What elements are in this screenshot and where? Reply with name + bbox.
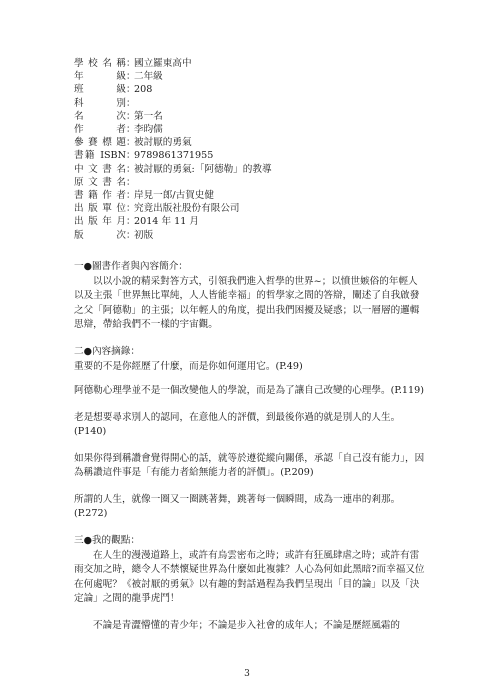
metadata-row (74, 97, 272, 110)
metadata-row (74, 189, 272, 202)
metadata-label: 名次 (74, 110, 126, 122)
metadata-value: 被討厭的勇氣 (134, 137, 192, 149)
metadata-value: 二年級 (134, 71, 163, 83)
metadata-row (74, 176, 272, 189)
metadata-row (74, 123, 272, 136)
excerpt-item: 所謂的人生，就像一圈又一圈跳著舞，跳著每一個瞬間，成為一連串的剎那。(P.272) (74, 493, 401, 519)
metadata-row (74, 229, 272, 242)
metadata-colon: ： (126, 216, 136, 228)
metadata-colon: ： (126, 97, 136, 109)
metadata-colon: ： (126, 137, 136, 149)
metadata-row (74, 202, 272, 215)
metadata-row (74, 70, 272, 83)
section-intro-body: 以以小說的精采對答方式，引領我們進入哲學的世界~；以憤世嫉俗的年輕人以及主張「世界無比單純，人人皆能幸福」的哲學家之間的答辯，闡述了自我啟發之父「阿德勒」的主張；以年輕人的角度，提出我們困擾及疑惑；以一層層的邏輯思辯，帶給我們不一樣的宇宙觀。 (74, 275, 420, 330)
section-intro-heading: 一●圖書作者與內容簡介： (74, 261, 188, 272)
metadata-label: 年級 (74, 71, 126, 83)
excerpt-item: 重要的不是你經歷了什麼，而是你如何運用它。(P.49) (74, 360, 303, 372)
metadata-label: 班級 (74, 84, 126, 96)
metadata-value: 國立羅東高中 (134, 58, 192, 69)
metadata-colon: ： (126, 229, 136, 241)
section-opinion-heading: 三●我的觀點： (74, 535, 140, 546)
metadata-colon: ： (126, 190, 136, 202)
metadata-colon: ： (126, 110, 136, 122)
metadata-colon: ： (126, 124, 136, 136)
metadata-value: 被討厭的勇氣:「阿德勒」的教導 (134, 163, 272, 175)
metadata-row (74, 163, 272, 176)
metadata-value: 2014 年 11 月 (134, 216, 199, 228)
excerpt-item: 如果你得到稱讚會覺得開心的話，就等於遵從縱向關係，承認「自己沒有能力」，因為稱讚這件事是「有能力者給無能力者的評價」。(P.209) (74, 452, 425, 478)
section-opinion-paragraph: 不論是青澀懵懂的青少年；不論是步入社會的成年人；不論是歷經風霜的 (93, 619, 400, 631)
metadata-colon: ： (126, 150, 136, 162)
metadata-label: 作者 (74, 124, 126, 136)
metadata-value: 究竟出版社股份有限公司 (134, 203, 240, 215)
metadata-row (74, 215, 272, 228)
metadata-block (74, 57, 272, 242)
metadata-colon: ： (126, 203, 136, 215)
section-excerpts-heading: 二●內容摘錄： (74, 346, 140, 357)
metadata-row (74, 57, 272, 70)
metadata-value: 208 (134, 84, 153, 96)
metadata-label: 科別 (74, 97, 126, 109)
metadata-row (74, 83, 272, 96)
metadata-value: 李昀儒 (134, 124, 163, 136)
metadata-label: 原文書名 (74, 176, 126, 188)
metadata-row (74, 110, 272, 123)
metadata-row (74, 149, 272, 162)
metadata-label: 參賽標題 (74, 137, 126, 149)
metadata-colon: ： (126, 163, 136, 175)
section-opinion-paragraph: 在人生的漫漫道路上，或許有烏雲密布之時；或許有狂風肆虐之時；或許有雷雨交加之時，總令人不禁懷疑世界為什麼如此複雜？人心為何如此黑暗?而幸福又位在何處呢？《被討厭的勇氣》以有趣的對話過程為我們呈現出「目的論」以及「決定論」之間的龍爭虎鬥！ (74, 549, 425, 604)
section-excerpts (74, 345, 426, 522)
metadata-colon: ： (126, 84, 136, 96)
metadata-label: 學校名稱 (74, 58, 126, 69)
metadata-colon: ： (126, 71, 136, 83)
excerpt-item: 老是想要尋求別人的認同，在意他人的評價，到最後你過的就是別人的人生。(P140) (74, 411, 401, 437)
metadata-label: 書籍 ISBN (74, 150, 126, 162)
metadata-value: 岸見一郎/古賀史健 (134, 190, 214, 202)
section-opinion (74, 534, 426, 633)
metadata-label: 版次 (74, 229, 126, 241)
metadata-label: 中文書名 (74, 163, 126, 175)
metadata-label: 出版年月 (74, 216, 126, 228)
metadata-value: 第一名 (134, 110, 163, 122)
section-intro (74, 260, 426, 333)
metadata-label: 書籍作者 (74, 190, 126, 202)
metadata-value: 9789861371955 (134, 150, 214, 162)
metadata-colon: ： (126, 58, 136, 69)
metadata-value: 初版 (134, 229, 154, 241)
metadata-row (74, 136, 272, 149)
metadata-label: 出版單位 (74, 203, 126, 215)
metadata-colon: ： (126, 176, 136, 188)
excerpt-item: 阿德勒心理學並不是一個改變他人的學說，而是為了讓自己改變的心理學。(P.119) (74, 385, 424, 396)
page-number: 3 (244, 669, 250, 679)
